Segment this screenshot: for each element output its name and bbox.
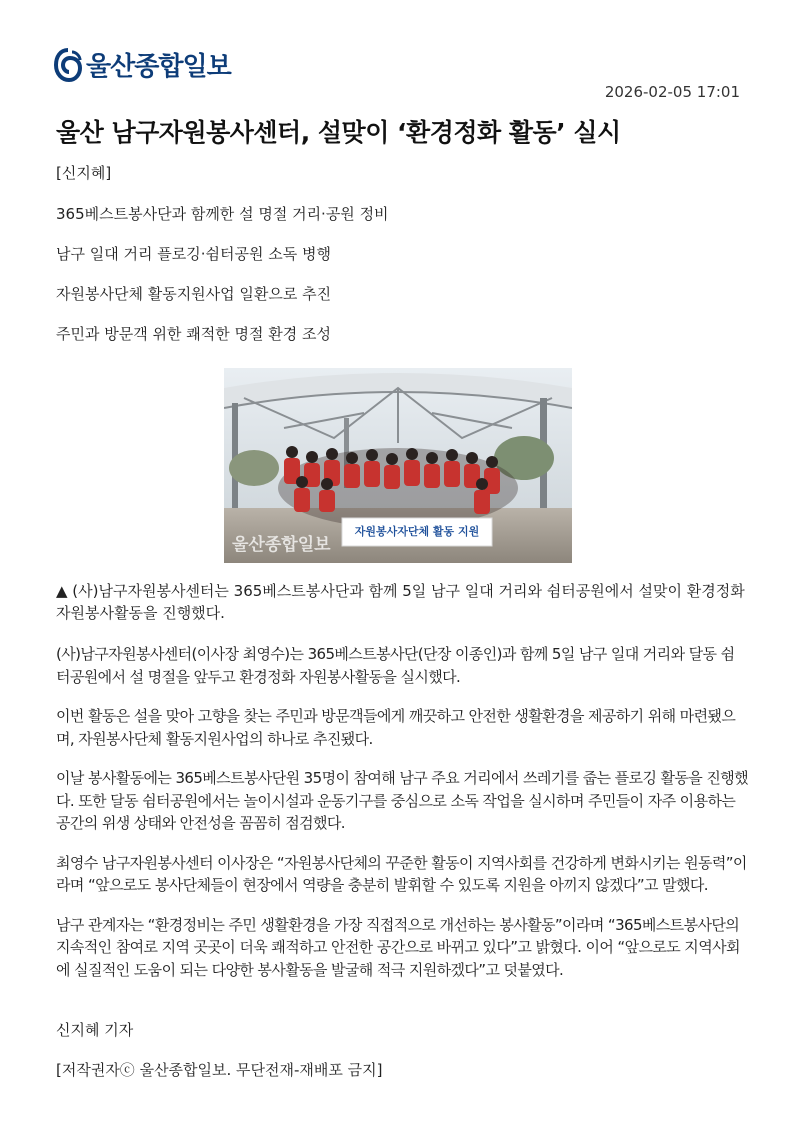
subheadline: 주민과 방문객 위한 쾌적한 명절 환경 조성 (56, 325, 331, 343)
article-body (56, 643, 748, 998)
subheadline-list (56, 204, 389, 364)
site-logo[interactable] (54, 46, 231, 83)
copyright-notice: [저작권자ⓒ 울산종합일보. 무단전재-재배포 금지] (56, 1061, 383, 1079)
photo-caption: ▲ (사)남구자원봉사센터는 365베스트봉사단과 함께 5일 남구 일대 거리와 쉼터공원에서 설맞이 환경정화 자원봉사활동을 진행했다. (56, 582, 745, 622)
article-photo (224, 368, 572, 563)
subheadline: 남구 일대 거리 플로깅·쉼터공원 소독 병행 (56, 245, 331, 263)
body-paragraph: 최영수 남구자원봉사센터 이사장은 “자원봉사단체의 꾸준한 활동이 지역사회를 건강하게 변화시키는 원동력”이라며 “앞으로도 봉사단체들이 현장에서 역량을 충분히 발휘할 수 있도록 지원을 아끼지 않겠다”고 말했다. (56, 853, 747, 894)
body-paragraph: 이번 활동은 설을 맞아 고향을 찾는 주민과 방문객들에게 깨끗하고 안전한 생활환경을 제공하기 위해 마련됐으며, 자원봉사단체 활동지원사업의 하나로 추진됐다. (56, 707, 736, 748)
article-title: 울산 남구자원봉사센터, 설맞이 ‘환경정화 활동’ 실시 (56, 118, 621, 147)
body-paragraph: 이날 봉사활동에는 365베스트봉사단원 35명이 참여해 남구 주요 거리에서 쓰레기를 줍는 플로깅 활동을 진행했다. 또한 달동 쉼터공원에서는 놀이시설과 운동기구를 중심으로 소독 작업을 실시하며 주민들이 자주 이용하는 공간의 위생 상태와 안전성을 꼼꼼히 점검했다. (56, 769, 749, 832)
publish-date: 2026-02-05 17:01 (604, 83, 740, 101)
subheadline: 자원봉사단체 활동지원사업 일환으로 추진 (56, 285, 332, 303)
byline: [신지혜] (56, 164, 112, 182)
subheadline: 365베스트봉사단과 함께한 설 명절 거리·공원 정비 (56, 205, 389, 223)
logo-mark-icon (54, 48, 82, 82)
reporter-name: 신지혜 기자 (56, 1021, 134, 1039)
logo-text: 울산종합일보 (86, 52, 231, 82)
photo-watermark: 울산종합일보 (232, 535, 331, 555)
body-paragraph: 남구 관계자는 “환경정비는 주민 생활환경을 가장 직접적으로 개선하는 봉사활동”이라며 “365베스트봉사단의 지속적인 참여로 지역 곳곳이 더욱 쾌적하고 안전한 공간으로 바뀌고 있다”고 밝혔다. 이어 “앞으로도 지역사회에 실질적인 도움이 되는 다양한 봉사활동을 발굴해 적극 지원하겠다”고 덧붙였다. (56, 915, 740, 979)
body-paragraph: (사)남구자원봉사센터(이사장 최영수)는 365베스트봉사단(단장 이종인)과 함께 5일 남구 일대 거리와 달동 쉼터공원에서 설 명절을 앞두고 환경정화 자원봉사활동을 실시했다. (56, 645, 735, 686)
photo-illustration (224, 368, 572, 563)
banner-text: 자원봉사자단체 활동 지원 (354, 525, 480, 538)
